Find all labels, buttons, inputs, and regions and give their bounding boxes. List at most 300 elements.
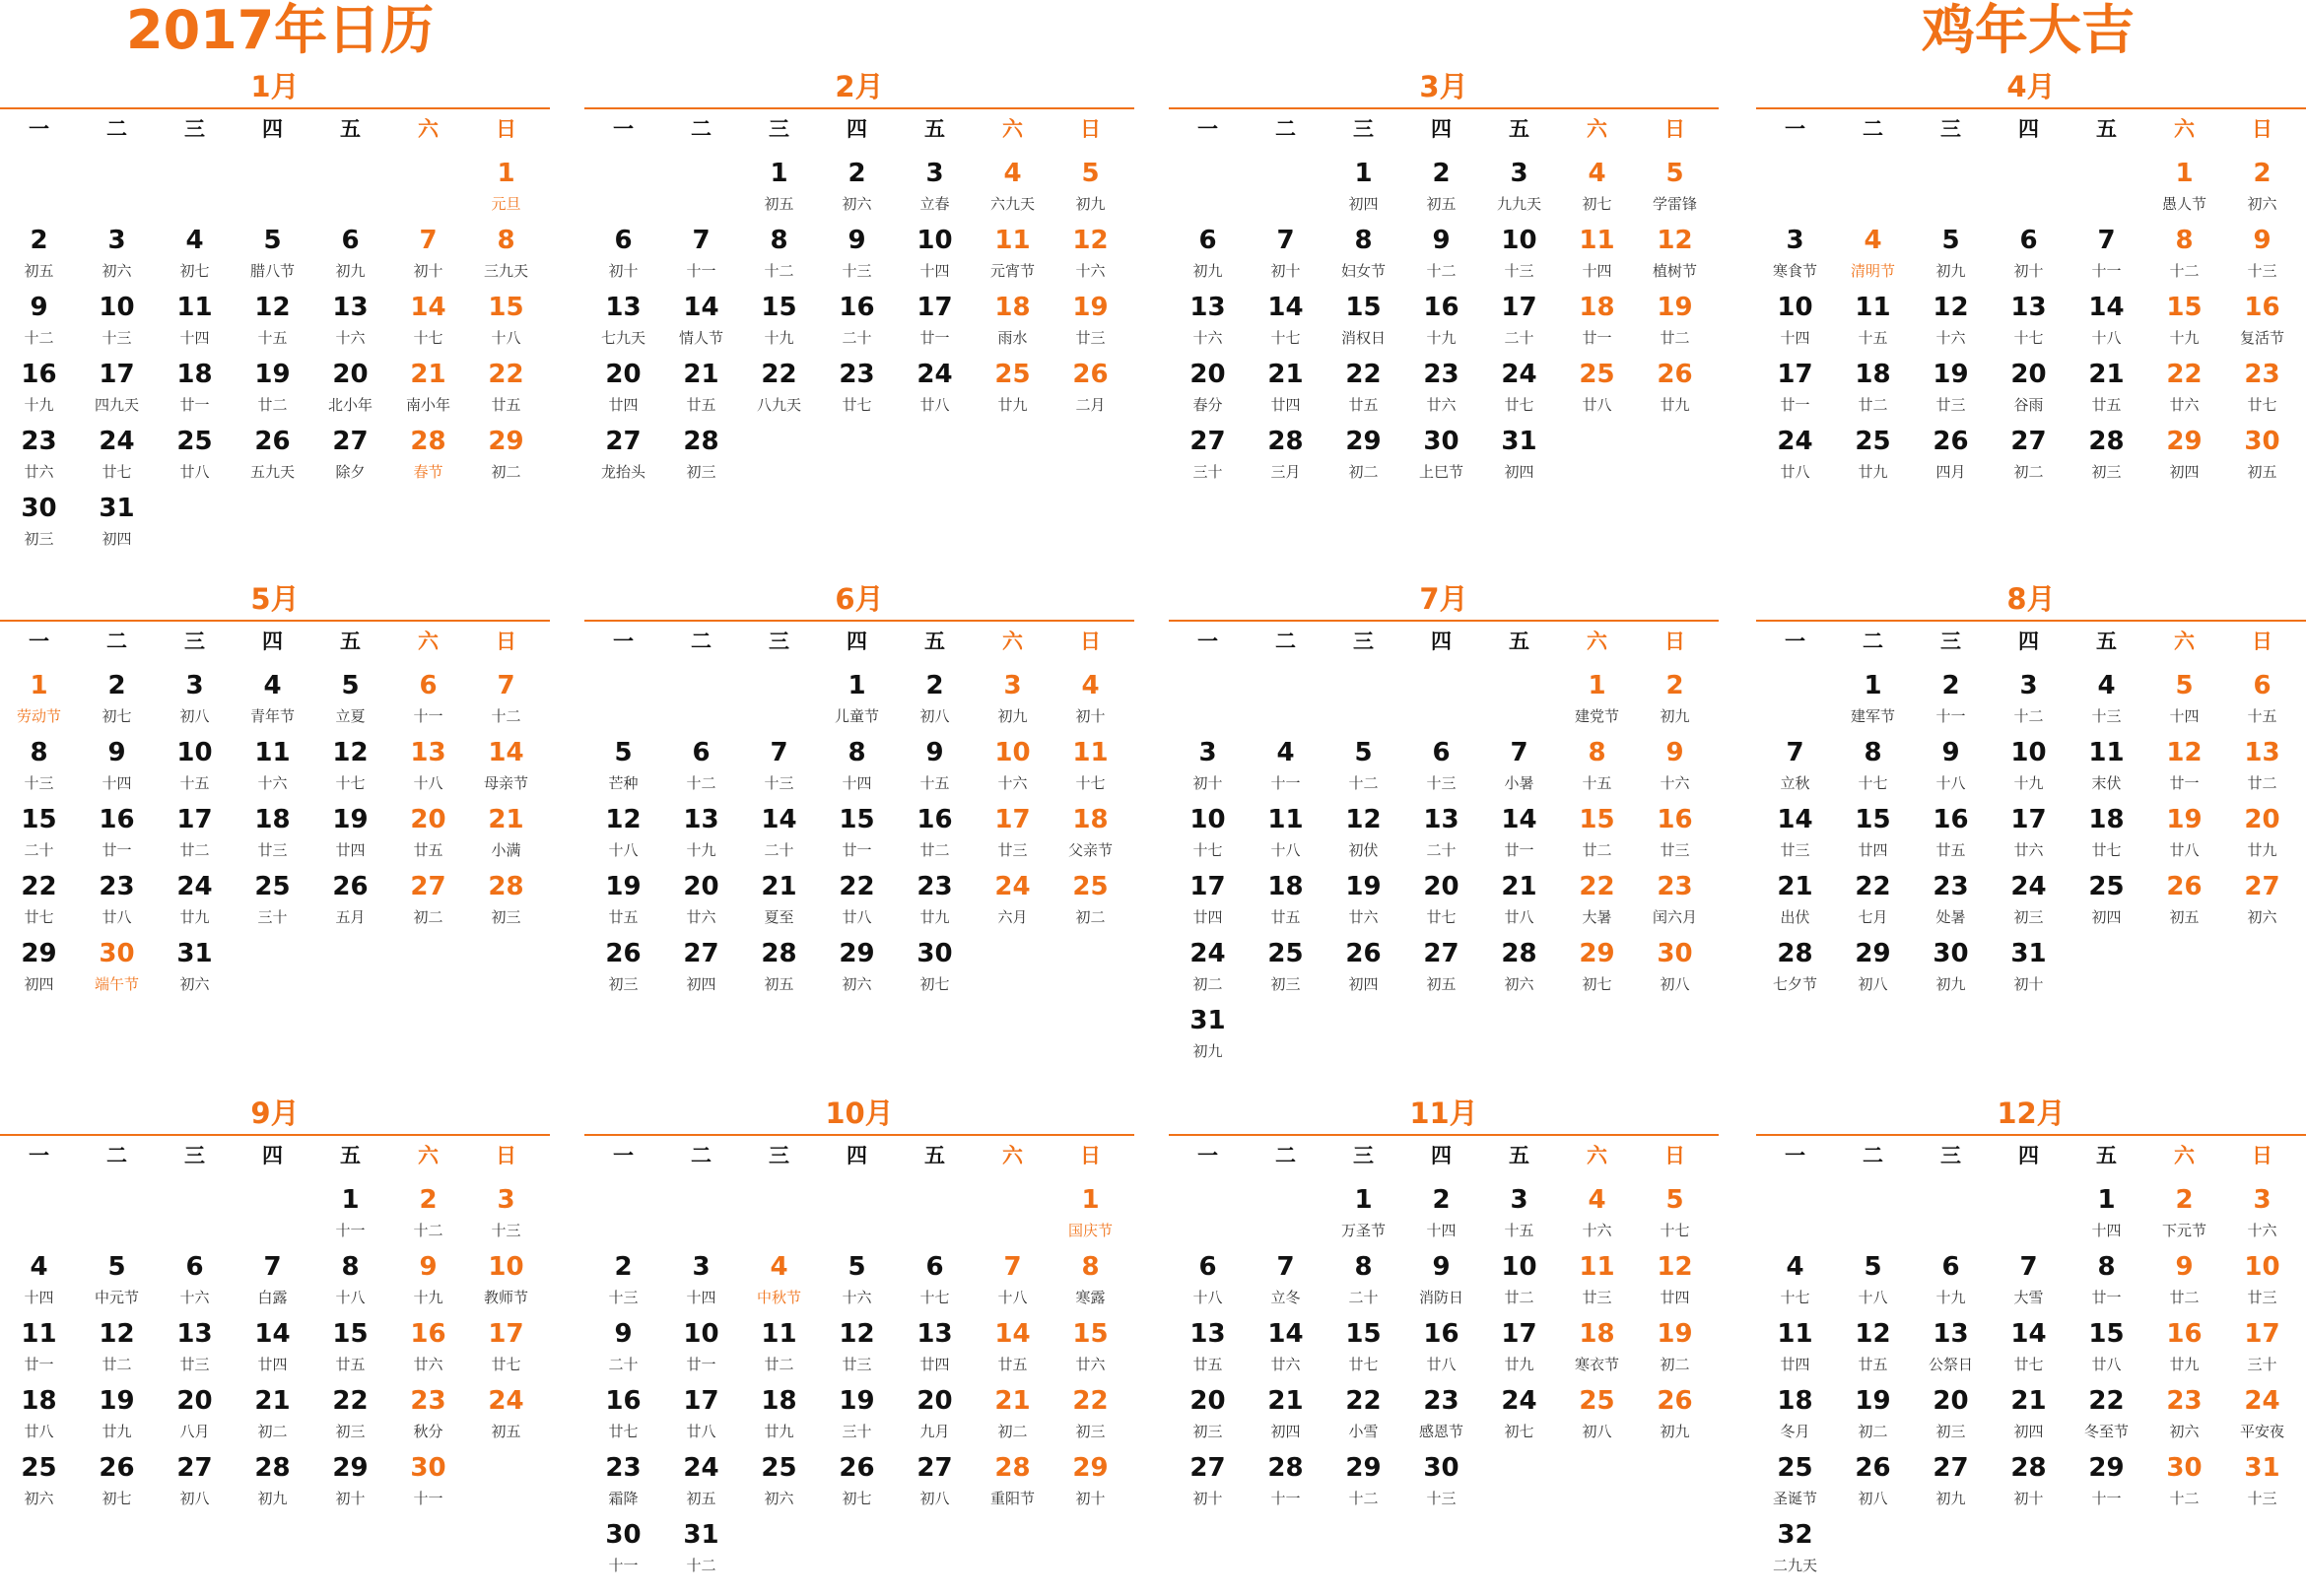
- lunar-date: 廿三: [1660, 841, 1690, 859]
- day-number: 25: [2088, 872, 2125, 901]
- month-block: [1756, 1094, 2306, 1596]
- weekday-header: 日: [1664, 1144, 1685, 1167]
- lunar-date: 廿七: [102, 463, 132, 481]
- day-number: 31: [1501, 427, 1537, 456]
- lunar-date: 十二: [413, 1222, 443, 1239]
- lunar-date: 十一: [413, 1490, 443, 1507]
- lunar-date: 初二: [1348, 463, 1379, 481]
- lunar-date: 十九: [686, 841, 716, 859]
- day-cell: [1558, 357, 1636, 422]
- month-title: 1月: [250, 70, 300, 103]
- lunar-date: 儿童节: [834, 707, 879, 725]
- lunar-date: 九月: [919, 1423, 950, 1440]
- day-cell: [0, 802, 78, 867]
- day-cell: [389, 1450, 467, 1515]
- day-number: 16: [1423, 1319, 1459, 1349]
- lunar-date: 十四: [1582, 262, 1612, 280]
- day-number: 23: [410, 1386, 446, 1416]
- day-cell: [1169, 357, 1247, 422]
- day-number: 25: [1777, 1453, 1813, 1483]
- day-number: 27: [176, 1453, 213, 1483]
- day-number: 14: [761, 805, 797, 834]
- day-cell: [1324, 735, 1402, 800]
- weekday-header: 二: [1863, 1144, 1883, 1167]
- lunar-date: 初九: [1192, 262, 1223, 280]
- lunar-date: 十九: [1935, 1289, 1966, 1306]
- day-cell: [1051, 156, 1129, 221]
- day-cell: [1324, 223, 1402, 288]
- lunar-date: 万圣节: [1340, 1222, 1386, 1239]
- day-number: 26: [1855, 1453, 1891, 1483]
- day-cell: [1990, 936, 2068, 1001]
- lunar-date: 十八: [1192, 1289, 1223, 1306]
- day-cell: [1636, 1383, 1714, 1448]
- lunar-date: 廿一: [2169, 774, 2200, 792]
- day-number: 1: [30, 671, 48, 700]
- day-number: 6: [419, 671, 438, 700]
- lunar-date: 初三: [1270, 975, 1301, 993]
- day-cell: [234, 424, 311, 489]
- day-cell: [156, 424, 234, 489]
- lunar-date: 廿六: [24, 463, 54, 481]
- day-cell: [740, 802, 818, 867]
- lunar-date: 十八: [997, 1289, 1028, 1306]
- day-number: 7: [2097, 226, 2116, 255]
- day-number: 25: [1072, 872, 1109, 901]
- day-number: 28: [1267, 1453, 1304, 1483]
- day-cell: [1402, 424, 1480, 489]
- lunar-date: 廿五: [2091, 396, 2122, 414]
- lunar-date: 腊八节: [249, 262, 295, 280]
- day-cell: [818, 735, 896, 800]
- day-cell: [1636, 869, 1714, 934]
- day-number: 15: [1579, 805, 1615, 834]
- day-cell: [234, 1249, 311, 1314]
- day-number: 4: [1864, 226, 1882, 255]
- day-number: 2: [1432, 1185, 1451, 1215]
- day-number: 5: [341, 671, 360, 700]
- lunar-date: 初五: [1426, 975, 1457, 993]
- day-number: 18: [2088, 805, 2125, 834]
- lunar-date: 五月: [335, 908, 366, 926]
- lunar-date: 十六: [335, 329, 366, 347]
- day-cell: [389, 290, 467, 355]
- day-number: 3: [1510, 1185, 1528, 1215]
- day-cell: [1834, 424, 1912, 489]
- day-cell: [389, 668, 467, 733]
- day-number: 10: [488, 1252, 524, 1282]
- day-cell: [234, 357, 311, 422]
- day-number: 10: [994, 738, 1031, 767]
- month-divider: [1169, 107, 1719, 109]
- day-cell: [1247, 735, 1324, 800]
- lunar-date: 十四: [2091, 1222, 2122, 1239]
- day-number: 4: [263, 671, 282, 700]
- weekday-header: 五: [340, 1144, 361, 1167]
- lunar-date: 立秋: [1780, 774, 1810, 792]
- day-number: 19: [605, 872, 642, 901]
- day-number: 21: [254, 1386, 291, 1416]
- day-cell: [1324, 802, 1402, 867]
- lunar-date: 十六: [1192, 329, 1223, 347]
- day-cell: [662, 1316, 740, 1381]
- day-number: 25: [254, 872, 291, 901]
- lunar-date: 初十: [335, 1490, 366, 1507]
- day-cell: [311, 1450, 389, 1515]
- day-number: 12: [254, 293, 291, 322]
- day-number: 10: [2010, 738, 2047, 767]
- lunar-date: 廿四: [1192, 908, 1223, 926]
- day-number: 27: [683, 939, 719, 968]
- lunar-date: 十六: [842, 1289, 872, 1306]
- day-number: 23: [916, 872, 953, 901]
- day-cell: [1636, 1316, 1714, 1381]
- day-number: 2: [1665, 671, 1684, 700]
- lunar-date: 十三: [1504, 262, 1534, 280]
- day-cell: [2223, 223, 2301, 288]
- day-number: 5: [2175, 671, 2194, 700]
- lunar-date: 初八: [179, 707, 210, 725]
- day-cell: [1756, 1517, 1834, 1582]
- day-number: 16: [2244, 293, 2280, 322]
- day-number: 24: [1501, 360, 1537, 389]
- day-cell: [1169, 424, 1247, 489]
- lunar-date: 廿六: [1426, 396, 1457, 414]
- month-divider: [1169, 1134, 1719, 1136]
- lunar-date: 廿九: [919, 908, 950, 926]
- day-cell: [1912, 357, 1990, 422]
- day-number: 14: [2088, 293, 2125, 322]
- day-cell: [467, 1383, 545, 1448]
- lunar-date: 初三: [2091, 463, 2122, 481]
- day-cell: [1756, 1450, 1834, 1515]
- lunar-date: 七夕节: [1772, 975, 1817, 993]
- day-number: 1: [770, 159, 788, 188]
- day-number: 30: [2244, 427, 2280, 456]
- day-cell: [1990, 223, 2068, 288]
- lunar-date: 十九: [24, 396, 54, 414]
- day-cell: [2145, 869, 2223, 934]
- day-number: 24: [916, 360, 953, 389]
- day-cell: [1051, 1316, 1129, 1381]
- day-cell: [389, 223, 467, 288]
- day-cell: [467, 156, 545, 221]
- day-number: 27: [1933, 1453, 1969, 1483]
- day-number: 11: [21, 1319, 57, 1349]
- day-number: 6: [2019, 226, 2038, 255]
- day-cell: [2068, 223, 2145, 288]
- day-number: 18: [21, 1386, 57, 1416]
- lunar-date: 初十: [2013, 1490, 2044, 1507]
- day-number: 28: [1267, 427, 1304, 456]
- lunar-date: 白露: [257, 1289, 288, 1306]
- day-number: 28: [761, 939, 797, 968]
- lunar-date: 廿八: [102, 908, 132, 926]
- day-number: 21: [1777, 872, 1813, 901]
- lunar-date: 十六: [1075, 262, 1106, 280]
- day-number: 10: [683, 1319, 719, 1349]
- day-number: 2: [30, 226, 48, 255]
- day-cell: [1834, 1249, 1912, 1314]
- day-number: 14: [488, 738, 524, 767]
- day-number: 5: [1354, 738, 1373, 767]
- day-number: 6: [1198, 1252, 1217, 1282]
- day-cell: [1169, 802, 1247, 867]
- day-cell: [1636, 290, 1714, 355]
- day-cell: [818, 936, 896, 1001]
- lunar-date: 初八: [919, 1490, 950, 1507]
- lunar-date: 廿二: [257, 396, 288, 414]
- weekday-header: 六: [1002, 117, 1023, 141]
- day-cell: [1247, 357, 1324, 422]
- lunar-date: 初四: [2013, 1423, 2044, 1440]
- lunar-date: 十六: [1582, 1222, 1612, 1239]
- day-cell: [1051, 357, 1129, 422]
- day-cell: [78, 290, 156, 355]
- lunar-date: 廿四: [1660, 1289, 1690, 1306]
- day-cell: [1247, 223, 1324, 288]
- lunar-date: 妇女节: [1340, 262, 1386, 280]
- lunar-date: 初二: [997, 1423, 1028, 1440]
- day-number: 14: [1501, 805, 1537, 834]
- day-cell: [818, 223, 896, 288]
- day-cell: [1756, 802, 1834, 867]
- weekday-header: 六: [1587, 630, 1607, 653]
- weekday-header: 日: [1664, 630, 1685, 653]
- day-number: 24: [683, 1453, 719, 1483]
- day-cell: [2145, 1383, 2223, 1448]
- day-number: 26: [605, 939, 642, 968]
- day-cell: [584, 1450, 662, 1515]
- day-number: 16: [1933, 805, 1969, 834]
- day-cell: [2223, 156, 2301, 221]
- day-cell: [584, 802, 662, 867]
- day-cell: [1324, 869, 1402, 934]
- lunar-date: 中元节: [94, 1289, 139, 1306]
- month-block: [584, 579, 1134, 1082]
- lunar-date: 初四: [1348, 195, 1379, 213]
- lunar-date: 二十: [24, 841, 54, 859]
- day-cell: [1834, 1316, 1912, 1381]
- day-number: 20: [2010, 360, 2047, 389]
- lunar-date: 廿二: [1858, 396, 1888, 414]
- weekday-header: 二: [1275, 1144, 1296, 1167]
- day-cell: [2145, 156, 2223, 221]
- day-cell: [1051, 869, 1129, 934]
- month-block: [0, 67, 550, 569]
- lunar-date: 末伏: [2091, 774, 2122, 792]
- weekday-header: 五: [2096, 1144, 2117, 1167]
- day-number: 20: [605, 360, 642, 389]
- day-cell: [1636, 735, 1714, 800]
- day-cell: [1402, 1316, 1480, 1381]
- day-cell: [389, 357, 467, 422]
- day-cell: [1912, 424, 1990, 489]
- lunar-date: 十二: [2169, 1490, 2200, 1507]
- day-cell: [156, 290, 234, 355]
- day-cell: [740, 223, 818, 288]
- day-cell: [818, 869, 896, 934]
- lunar-date: 十二: [1348, 774, 1379, 792]
- day-cell: [156, 802, 234, 867]
- lunar-date: 南小年: [405, 396, 450, 414]
- day-number: 4: [1081, 671, 1100, 700]
- lunar-date: 元旦: [491, 195, 521, 213]
- day-number: 15: [332, 1319, 369, 1349]
- lunar-date: 初六: [2247, 908, 2277, 926]
- weekday-header: 三: [1940, 1144, 1961, 1167]
- lunar-date: 廿七: [1348, 1356, 1379, 1373]
- month-block: [1756, 579, 2306, 1082]
- lunar-date: 廿九: [2247, 841, 2277, 859]
- day-cell: [740, 290, 818, 355]
- lunar-date: 廿三: [1582, 1289, 1612, 1306]
- weekday-header: 四: [2018, 117, 2039, 141]
- lunar-date: 十八: [2091, 329, 2122, 347]
- day-cell: [0, 357, 78, 422]
- day-number: 16: [916, 805, 953, 834]
- day-number: 27: [332, 427, 369, 456]
- day-cell: [1912, 668, 1990, 733]
- day-cell: [1636, 1182, 1714, 1247]
- month-block: [0, 1094, 550, 1596]
- day-cell: [1247, 424, 1324, 489]
- lunar-date: 十六: [1935, 329, 1966, 347]
- day-number: 28: [1501, 939, 1537, 968]
- month-title: 9月: [250, 1097, 300, 1130]
- weekday-header: 日: [2252, 1144, 2272, 1167]
- day-number: 12: [1657, 226, 1693, 255]
- day-cell: [2223, 735, 2301, 800]
- day-cell: [2223, 802, 2301, 867]
- day-number: 26: [839, 1453, 875, 1483]
- lunar-date: 廿二: [102, 1356, 132, 1373]
- lunar-date: 十六: [257, 774, 288, 792]
- weekday-header: 四: [847, 117, 867, 141]
- day-number: 5: [107, 1252, 126, 1282]
- day-cell: [1169, 869, 1247, 934]
- day-number: 9: [925, 738, 944, 767]
- day-cell: [1756, 1316, 1834, 1381]
- day-number: 28: [254, 1453, 291, 1483]
- lunar-date: 母亲节: [483, 774, 528, 792]
- day-number: 4: [2097, 671, 2116, 700]
- day-cell: [1402, 223, 1480, 288]
- day-cell: [1051, 1450, 1129, 1515]
- day-number: 6: [614, 226, 633, 255]
- weekday-header: 二: [1275, 630, 1296, 653]
- lunar-date: 初十: [1270, 262, 1301, 280]
- day-cell: [234, 1450, 311, 1515]
- lunar-date: 初五: [686, 1490, 716, 1507]
- lunar-date: 小雪: [1348, 1423, 1379, 1440]
- day-number: 20: [1423, 872, 1459, 901]
- lunar-date: 处暑: [1935, 908, 1966, 926]
- day-number: 25: [1579, 1386, 1615, 1416]
- lunar-date: 初七: [919, 975, 950, 993]
- lunar-date: 初九: [1935, 975, 1966, 993]
- day-cell: [1247, 1249, 1324, 1314]
- day-number: 16: [21, 360, 57, 389]
- month-block: [1169, 67, 1719, 569]
- day-number: 6: [692, 738, 711, 767]
- lunar-date: 十七: [1270, 329, 1301, 347]
- day-number: 11: [1855, 293, 1891, 322]
- day-cell: [311, 668, 389, 733]
- day-number: 28: [2088, 427, 2125, 456]
- day-cell: [1558, 156, 1636, 221]
- day-number: 7: [1510, 738, 1528, 767]
- lunar-date: 霜降: [608, 1490, 639, 1507]
- day-number: 14: [2010, 1319, 2047, 1349]
- lunar-date: 初六: [2247, 195, 2277, 213]
- day-number: 14: [683, 293, 719, 322]
- day-cell: [740, 156, 818, 221]
- day-cell: [1912, 869, 1990, 934]
- month-divider: [1756, 107, 2306, 109]
- lunar-date: 十五: [179, 774, 210, 792]
- day-number: 8: [770, 226, 788, 255]
- day-cell: [467, 357, 545, 422]
- weekday-header: 一: [29, 1144, 49, 1167]
- day-number: 22: [2166, 360, 2203, 389]
- month-title: 2月: [835, 70, 884, 103]
- day-cell: [389, 869, 467, 934]
- weekday-header: 三: [184, 1144, 205, 1167]
- month-title: 5月: [250, 582, 300, 616]
- day-cell: [1480, 156, 1558, 221]
- day-number: 30: [1423, 1453, 1459, 1483]
- day-number: 21: [2088, 360, 2125, 389]
- day-number: 16: [410, 1319, 446, 1349]
- day-cell: [1480, 802, 1558, 867]
- day-cell: [896, 1249, 974, 1314]
- day-cell: [156, 936, 234, 1001]
- day-cell: [1051, 1249, 1129, 1314]
- lunar-date: 十二: [24, 329, 54, 347]
- day-number: 18: [1777, 1386, 1813, 1416]
- lunar-date: 廿一: [179, 396, 210, 414]
- month-divider: [0, 1134, 550, 1136]
- day-number: 11: [1579, 1252, 1615, 1282]
- day-cell: [662, 802, 740, 867]
- day-cell: [974, 668, 1051, 733]
- day-number: 9: [107, 738, 126, 767]
- weekday-header: 二: [691, 117, 712, 141]
- day-cell: [974, 802, 1051, 867]
- day-cell: [974, 357, 1051, 422]
- lunar-date: 初三: [1075, 1423, 1106, 1440]
- day-cell: [1756, 290, 1834, 355]
- weekday-header: 六: [2174, 630, 2195, 653]
- lunar-date: 初九: [1192, 1042, 1223, 1060]
- day-cell: [467, 1249, 545, 1314]
- day-number: 3: [1510, 159, 1528, 188]
- day-cell: [896, 869, 974, 934]
- lunar-date: 初十: [1075, 1490, 1106, 1507]
- day-number: 19: [1072, 293, 1109, 322]
- day-number: 2: [107, 671, 126, 700]
- day-cell: [2223, 869, 2301, 934]
- lunar-date: 青年节: [249, 707, 295, 725]
- day-cell: [896, 1450, 974, 1515]
- day-number: 26: [1933, 427, 1969, 456]
- lunar-date: 廿六: [2169, 396, 2200, 414]
- lunar-date: 初三: [335, 1423, 366, 1440]
- day-number: 16: [605, 1386, 642, 1416]
- day-cell: [1558, 802, 1636, 867]
- lunar-date: 廿一: [919, 329, 950, 347]
